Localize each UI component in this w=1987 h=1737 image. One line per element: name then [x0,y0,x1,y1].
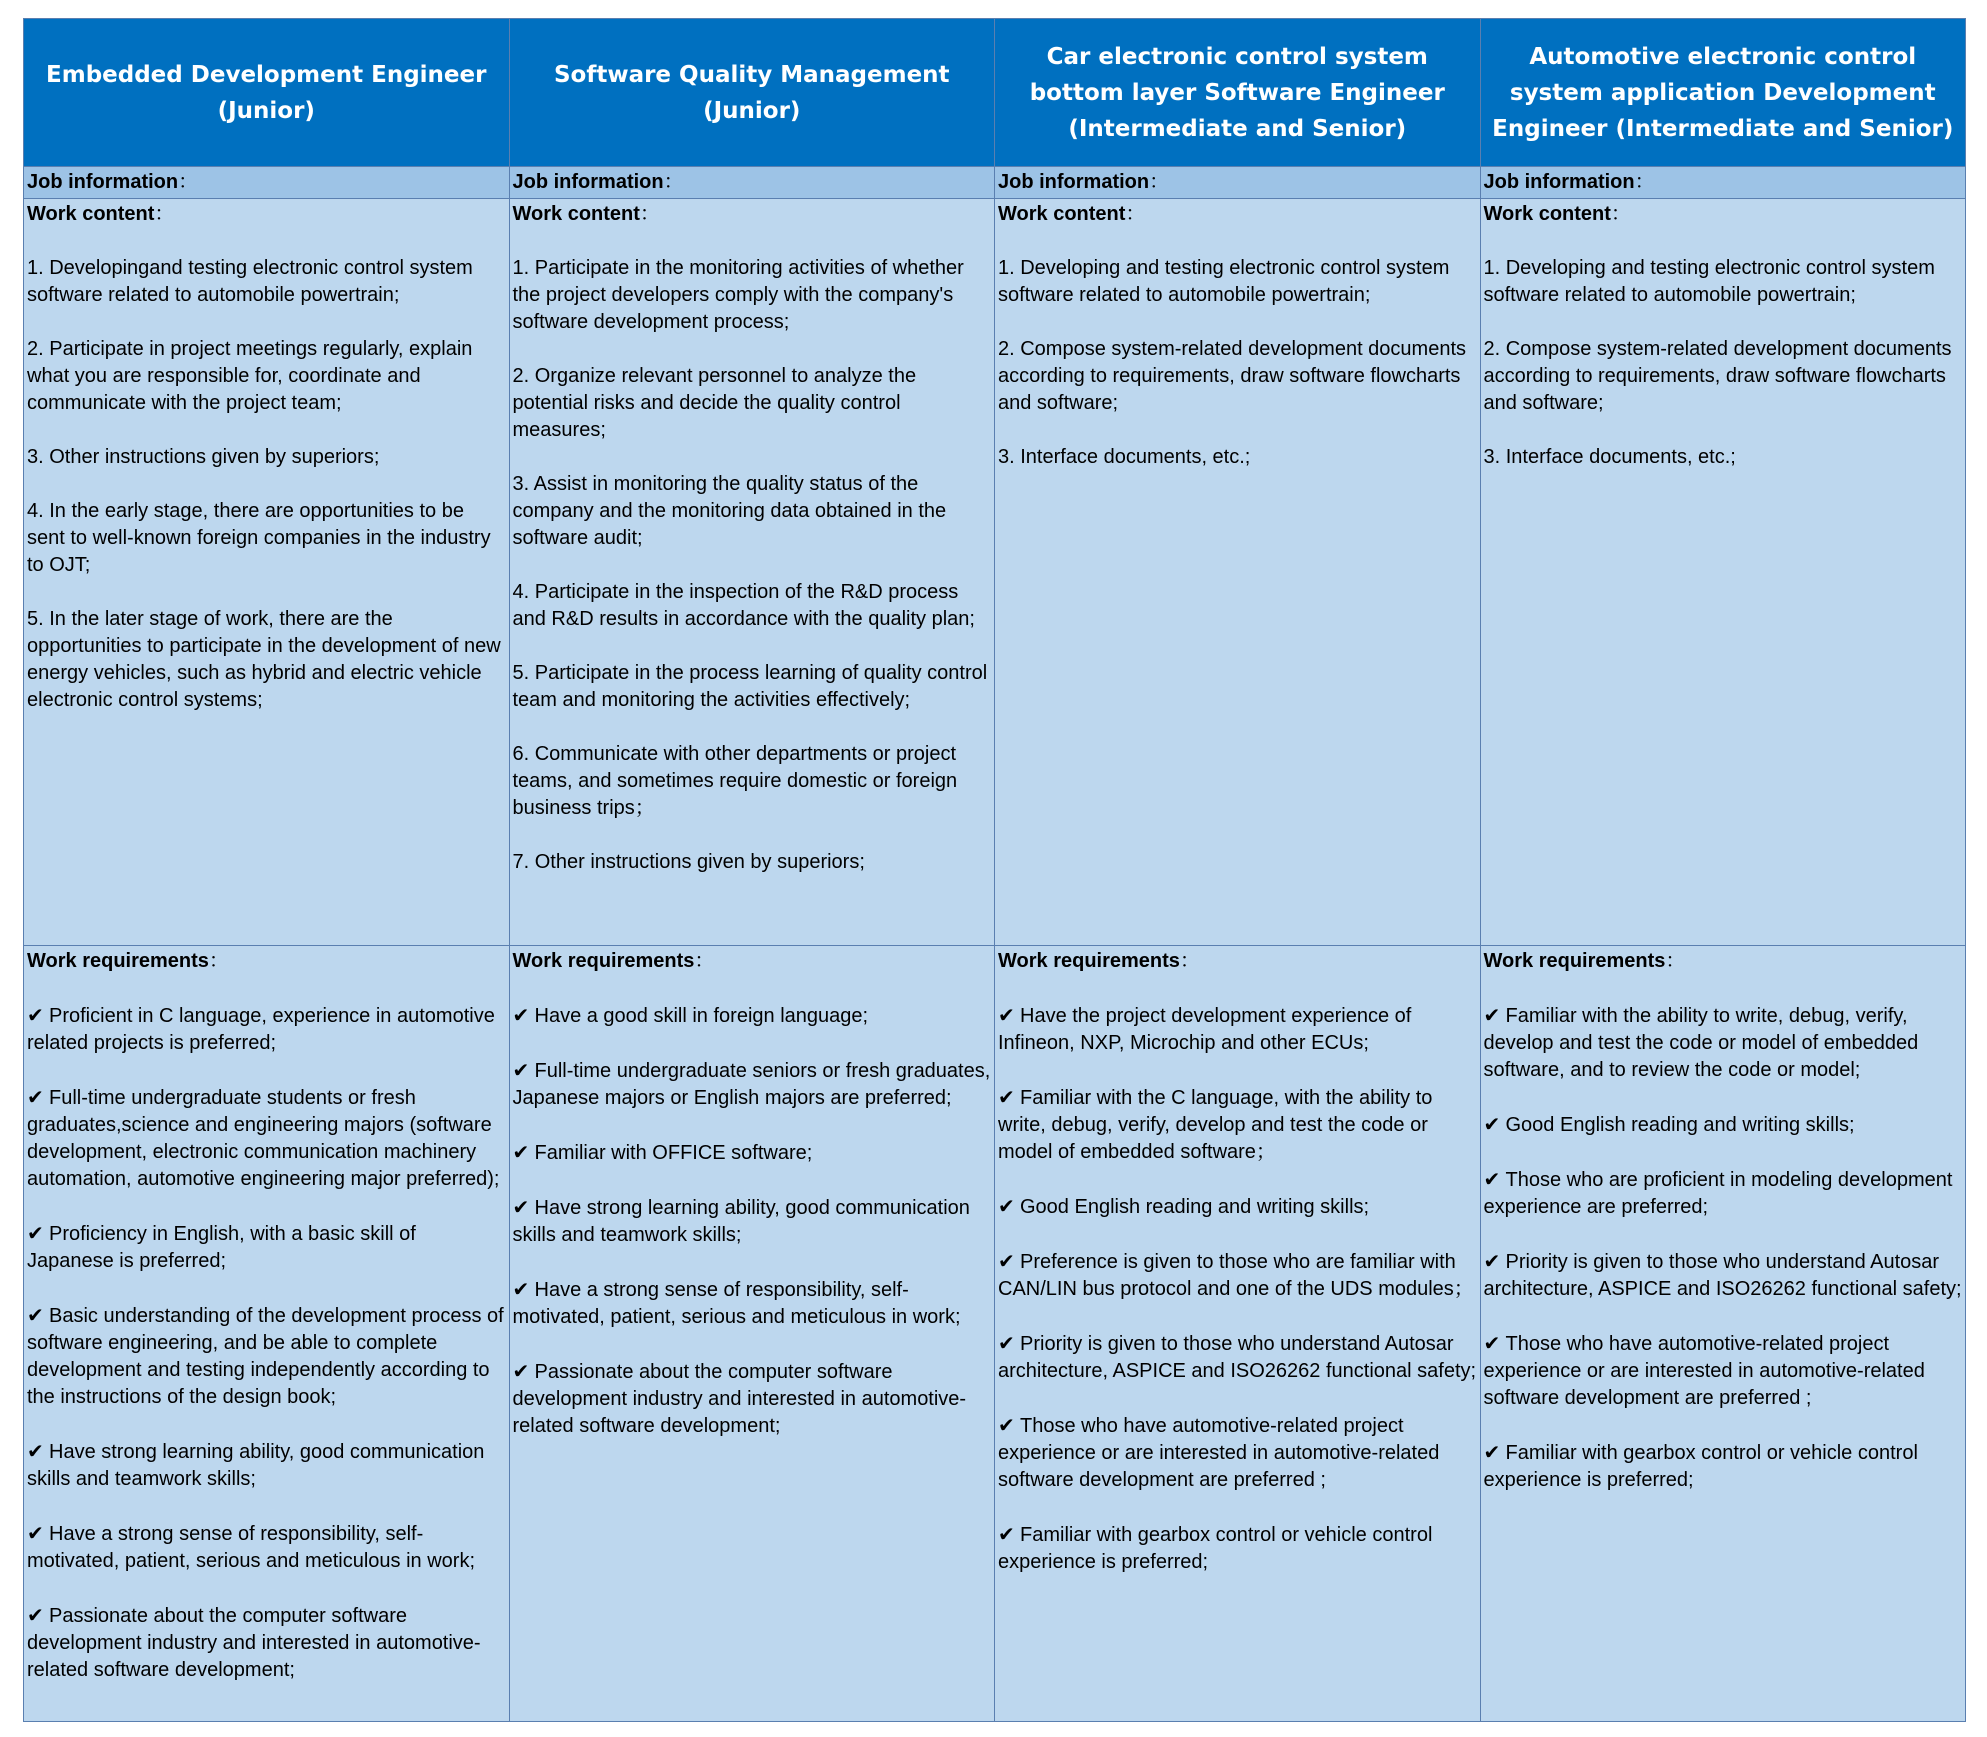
requirements-cell [1480,946,1966,1722]
requirement-text: Familiar with gearbox control or vehicle control experience is preferred; [998,1524,1433,1573]
work-content-item: 2. Compose system-related development documents according to requirements, draw software flowcharts and software; [998,338,1467,414]
info-label: Job information [1483,171,1635,193]
work-content-item: 3. Interface documents, etc.; [1483,446,1736,468]
header-cell [1480,19,1966,167]
colon: ： [1125,203,1146,225]
check-mark-icon: ✔ [27,1521,44,1545]
job-information-row [24,167,1966,199]
job-table-sheet [23,18,1965,1719]
colon: ： [1610,203,1631,225]
requirement-item [27,1520,506,1575]
requirement-text: Have strong learning ability, good communication skills and teamwork skills; [512,1197,970,1246]
requirement-item [27,1002,506,1057]
info-label: Job information [998,171,1150,193]
requirement-item [27,1438,506,1493]
work-content-item: 2. Participate in project meetings regularly, explain what you are responsible for, coordinate and communicate with the project team; [27,338,473,414]
job-title: Car electronic control system bottom layer Software Engineer (Intermediate and Senior) [1029,43,1445,142]
work-content-item: 7. Other instructions given by superiors; [512,851,865,873]
check-mark-icon: ✔ [1483,1249,1501,1273]
check-mark-icon: ✔ [998,1003,1015,1027]
requirement-item [998,1330,1477,1385]
check-mark-icon: ✔ [1483,1003,1501,1027]
check-mark-icon: ✔ [998,1522,1015,1546]
colon: ： [1634,171,1655,193]
work-content-item: 1. Developingand testing electronic control system software related to automobile powertrain; [27,257,473,306]
header-cell [509,19,995,167]
content-cell [995,199,1481,946]
requirement-item [1484,1111,1963,1139]
requirement-text: Proficiency in English, with a basic skill of Japanese is preferred; [27,1223,416,1272]
check-mark-icon: ✔ [998,1331,1015,1355]
requirement-item [513,1358,992,1440]
requirement-text: Familiar with the ability to write, debug, verify, develop and test the code or model of embedded software, and to review the code or model; [1483,1005,1919,1081]
work-content-item: 4. In the early stage, there are opportunities to be sent to well-known foreign companies in the industry to OJT; [27,500,491,576]
check-mark-icon: ✔ [998,1194,1015,1218]
work-requirements-row [24,946,1966,1722]
work-content-item: 3. Assist in monitoring the quality status of the company and the monitoring data obtained in the software audit; [512,473,947,549]
info-cell [509,167,995,199]
job-title: Automotive electronic control system application Development Engineer (Intermediate and Senior) [1492,43,1954,142]
requirement-item [513,1057,992,1112]
content-cell [509,199,995,946]
requirement-text: Have a good skill in foreign language; [534,1005,869,1027]
check-mark-icon: ✔ [512,1277,530,1301]
work-content-label: Work content [998,203,1126,225]
content-cell [1480,199,1966,946]
requirement-text: Good English reading and writing skills; [1505,1114,1855,1136]
requirement-text: Those who have automotive-related project experience or are interested in automotive-related software development are preferred ; [1483,1333,1925,1409]
work-content-item: 1. Developing and testing electronic control system software related to automobile powertrain; [998,257,1450,306]
requirement-text: Full-time undergraduate seniors or fresh graduates, Japanese majors or English majors are preferred; [512,1060,991,1109]
work-requirements-title [1484,948,1963,975]
requirement-item [998,1521,1477,1576]
work-content-label: Work content [27,203,155,225]
requirement-item [513,1276,992,1331]
requirement-text: Proficient in C language, experience in automotive related projects is preferred; [27,1005,495,1054]
requirement-text: Passionate about the computer software development industry and interested in automotive-related software development; [512,1361,967,1437]
requirement-text: Those who have automotive-related project experience or are interested in automotive-related software development are preferred ; [998,1415,1440,1491]
requirement-text: Those who are proficient in modeling development experience are preferred; [1483,1169,1953,1218]
work-content-title [998,201,1477,228]
requirement-text: Have a strong sense of responsibility, self-motivated, patient, serious and meticulous in work; [27,1523,475,1572]
check-mark-icon: ✔ [1483,1112,1501,1136]
work-content-item: 2. Compose system-related development documents according to requirements, draw software flowcharts and software; [1483,338,1952,414]
requirement-text: Have a strong sense of responsibility, self-motivated, patient, serious and meticulous in work; [512,1279,961,1328]
work-requirements-label: Work requirements [1483,950,1666,972]
colon: ： [154,203,175,225]
requirement-text: Full-time undergraduate students or fresh graduates,science and engineering majors (software development, electronic communication machinery automation, automotive engineering major preferred); [27,1087,500,1190]
work-content-item: 1. Developing and testing electronic control system software related to automobile powertrain; [1483,257,1935,306]
requirement-text: Priority is given to those who understand Autosar architecture, ASPICE and ISO26262 functional safety; [998,1333,1477,1382]
job-title: Embedded Development Engineer (Junior) [46,61,487,124]
colon: ： [663,171,684,193]
info-cell [995,167,1481,199]
header-row [24,19,1966,167]
check-mark-icon: ✔ [1483,1331,1501,1355]
info-cell [1480,167,1966,199]
check-mark-icon: ✔ [512,1195,530,1219]
check-mark-icon: ✔ [512,1140,530,1164]
work-content-title [1484,201,1963,228]
work-content-label: Work content [512,203,640,225]
requirement-text: Have the project development experience of Infineon, NXP, Microchip and other ECUs; [998,1005,1412,1054]
requirement-item [513,1139,992,1167]
work-requirements-label: Work requirements [512,950,695,972]
check-mark-icon: ✔ [27,1303,44,1327]
work-requirements-title [998,948,1477,975]
check-mark-icon: ✔ [27,1003,44,1027]
check-mark-icon: ✔ [27,1439,44,1463]
requirement-item [1484,1166,1963,1221]
work-content-title [513,201,992,228]
work-content-item: 5. Participate in the process learning of quality control team and monitoring the activities effectively; [512,662,988,711]
check-mark-icon: ✔ [1483,1440,1501,1464]
work-content-item: 2. Organize relevant personnel to analyze the potential risks and decide the quality control measures; [512,365,917,441]
work-content-item: 3. Interface documents, etc.; [998,446,1251,468]
work-content-item: 1. Participate in the monitoring activities of whether the project developers comply with the company's software development process; [512,257,964,333]
colon: ： [1179,950,1200,972]
work-requirements-title [27,948,506,975]
work-requirements-title [513,948,992,975]
check-mark-icon: ✔ [512,1359,530,1383]
colon: ： [208,950,229,972]
work-content-label: Work content [1483,203,1611,225]
check-mark-icon: ✔ [512,1058,530,1082]
colon: ： [694,950,715,972]
work-requirements-label: Work requirements [27,950,209,972]
check-mark-icon: ✔ [998,1249,1015,1273]
requirement-item [1484,1248,1963,1303]
requirement-text: Basic understanding of the development process of software engineering, and be able to complete development and testing independently according to the instructions of the design book; [27,1305,504,1408]
requirement-item [27,1220,506,1275]
requirement-item [513,1194,992,1249]
work-content-title [27,201,506,228]
requirement-item [1484,1439,1963,1494]
requirement-text: Familiar with OFFICE software; [534,1142,813,1164]
requirement-item [998,1193,1477,1221]
colon: ： [1149,171,1170,193]
check-mark-icon: ✔ [27,1603,44,1627]
colon: ： [178,171,199,193]
job-table [23,18,1966,1722]
check-mark-icon: ✔ [27,1221,44,1245]
requirement-item [998,1248,1477,1303]
requirement-text: Familiar with gearbox control or vehicle control experience is preferred; [1483,1442,1918,1491]
requirement-item [27,1084,506,1193]
content-cell [24,199,510,946]
work-content-row [24,199,1966,946]
requirement-item [998,1412,1477,1494]
requirement-item [1484,1002,1963,1084]
requirements-cell [509,946,995,1722]
info-label: Job information [512,171,664,193]
work-requirements-label: Work requirements [998,950,1180,972]
work-content-item: 6. Communicate with other departments or project teams, and sometimes require domestic or foreign business trips； [512,743,958,819]
check-mark-icon: ✔ [1483,1167,1501,1191]
header-cell [24,19,510,167]
check-mark-icon: ✔ [998,1085,1015,1109]
work-content-item: 5. In the later stage of work, there are the opportunities to participate in the development of new energy vehicles, such as hybrid and electric vehicle electronic control systems; [27,608,501,711]
requirement-text: Good English reading and writing skills; [1020,1196,1370,1218]
requirement-item [513,1002,992,1030]
check-mark-icon: ✔ [998,1413,1015,1437]
requirement-text: Preference is given to those who are familiar with CAN/LIN bus protocol and one of the UDS modules； [998,1251,1474,1300]
info-label: Job information [27,171,179,193]
check-mark-icon: ✔ [512,1003,530,1027]
work-content-item: 3. Other instructions given by superiors; [27,446,380,468]
requirement-item [998,1002,1477,1057]
requirement-text: Familiar with the C language, with the ability to write, debug, verify, develop and test the code or model of embedded software； [998,1087,1433,1163]
requirement-text: Priority is given to those who understand Autosar architecture, ASPICE and ISO26262 functional safety; [1483,1251,1962,1300]
header-cell [995,19,1481,167]
info-cell [24,167,510,199]
requirement-item [998,1084,1477,1166]
requirement-item [1484,1330,1963,1412]
requirement-text: Passionate about the computer software development industry and interested in automotive-related software development; [27,1605,481,1681]
colon: ： [639,203,660,225]
requirement-item [27,1602,506,1684]
colon: ： [1665,950,1686,972]
job-title: Software Quality Management (Junior) [553,61,950,124]
requirements-cell [995,946,1481,1722]
requirements-cell [24,946,510,1722]
work-content-item: 4. Participate in the inspection of the R&D process and R&D results in accordance with the quality plan; [512,581,975,630]
check-mark-icon: ✔ [27,1085,44,1109]
requirement-text: Have strong learning ability, good communication skills and teamwork skills; [27,1441,485,1490]
requirement-item [27,1302,506,1411]
